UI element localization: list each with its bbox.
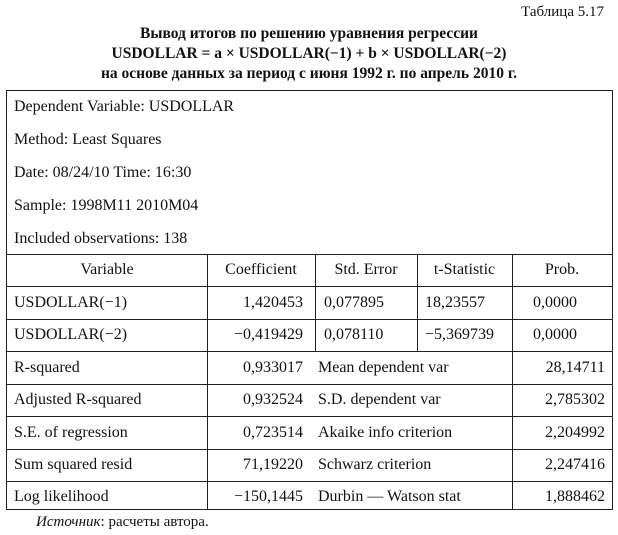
t-stat-1: 18,23557 — [425, 294, 485, 311]
stat-value: −150,1445 — [233, 488, 303, 505]
prob-2: 0,0000 — [533, 326, 577, 343]
stat-label: Adjusted R-squared — [14, 391, 142, 408]
caption-line-3: на основе данных за период с июня 1992 г. по апрель 2010 г. — [101, 65, 517, 82]
coef-value-2: −0,419429 — [233, 326, 303, 343]
header-variable: Variable — [80, 261, 134, 278]
regression-table — [6, 90, 613, 510]
stat-label-2: Durbin — Watson stat — [318, 488, 461, 505]
method: Method: Least Squares — [14, 131, 162, 148]
header-t-statistic: t-Statistic — [433, 261, 496, 278]
prob-1: 0,0000 — [533, 294, 577, 311]
coef-variable-1: USDOLLAR(−1) — [14, 294, 128, 311]
coef-variable-2: USDOLLAR(−2) — [14, 326, 128, 343]
stat-label: S.E. of regression — [14, 424, 128, 441]
stat-value-2: 1,888462 — [545, 488, 605, 505]
header-prob: Prob. — [544, 261, 580, 278]
std-error-1: 0,077895 — [324, 294, 384, 311]
std-error-2: 0,078110 — [324, 326, 384, 343]
coef-value-1: 1,420453 — [243, 294, 303, 311]
date-time: Date: 08/24/10 Time: 16:30 — [14, 164, 192, 181]
stat-label: Log likelihood — [14, 488, 109, 505]
stat-value-2: 28,14711 — [545, 359, 605, 376]
t-stat-2: −5,369739 — [425, 326, 495, 343]
stat-value: 71,19220 — [243, 456, 303, 473]
dependent-variable: Dependent Variable: USDOLLAR — [14, 98, 235, 115]
stat-value-2: 2,247416 — [545, 456, 605, 473]
caption-line-1: Вывод итогов по решению уравнения регрессии — [140, 25, 478, 42]
stat-value-2: 2,785302 — [545, 391, 605, 408]
header-coefficient: Coefficient — [225, 261, 297, 278]
caption-line-2: USDOLLAR = a × USDOLLAR(−1) + b × USDOLLAR(−2) — [111, 45, 507, 62]
included-observations: Included observations: 138 — [14, 230, 188, 247]
source-label: Источник — [36, 514, 101, 530]
stat-label: R-squared — [14, 359, 80, 376]
header-std-error: Std. Error — [334, 261, 398, 278]
stat-value-2: 2,204992 — [545, 424, 605, 441]
stat-label-2: Akaike info criterion — [318, 424, 453, 441]
stat-label: Sum squared resid — [14, 456, 133, 473]
source-text: : расчеты автора. — [100, 514, 209, 530]
stat-value: 0,723514 — [243, 424, 303, 441]
stat-value: 0,932524 — [243, 391, 303, 408]
stat-label-2: Schwarz criterion — [318, 456, 432, 473]
stat-label-2: S.D. dependent var — [318, 391, 441, 408]
stat-value: 0,933017 — [243, 359, 303, 376]
stat-label-2: Mean dependent var — [318, 359, 449, 376]
sample: Sample: 1998M11 2010M04 — [14, 197, 199, 214]
table-number: Таблица 5.17 — [521, 4, 604, 20]
source-note — [36, 514, 209, 531]
